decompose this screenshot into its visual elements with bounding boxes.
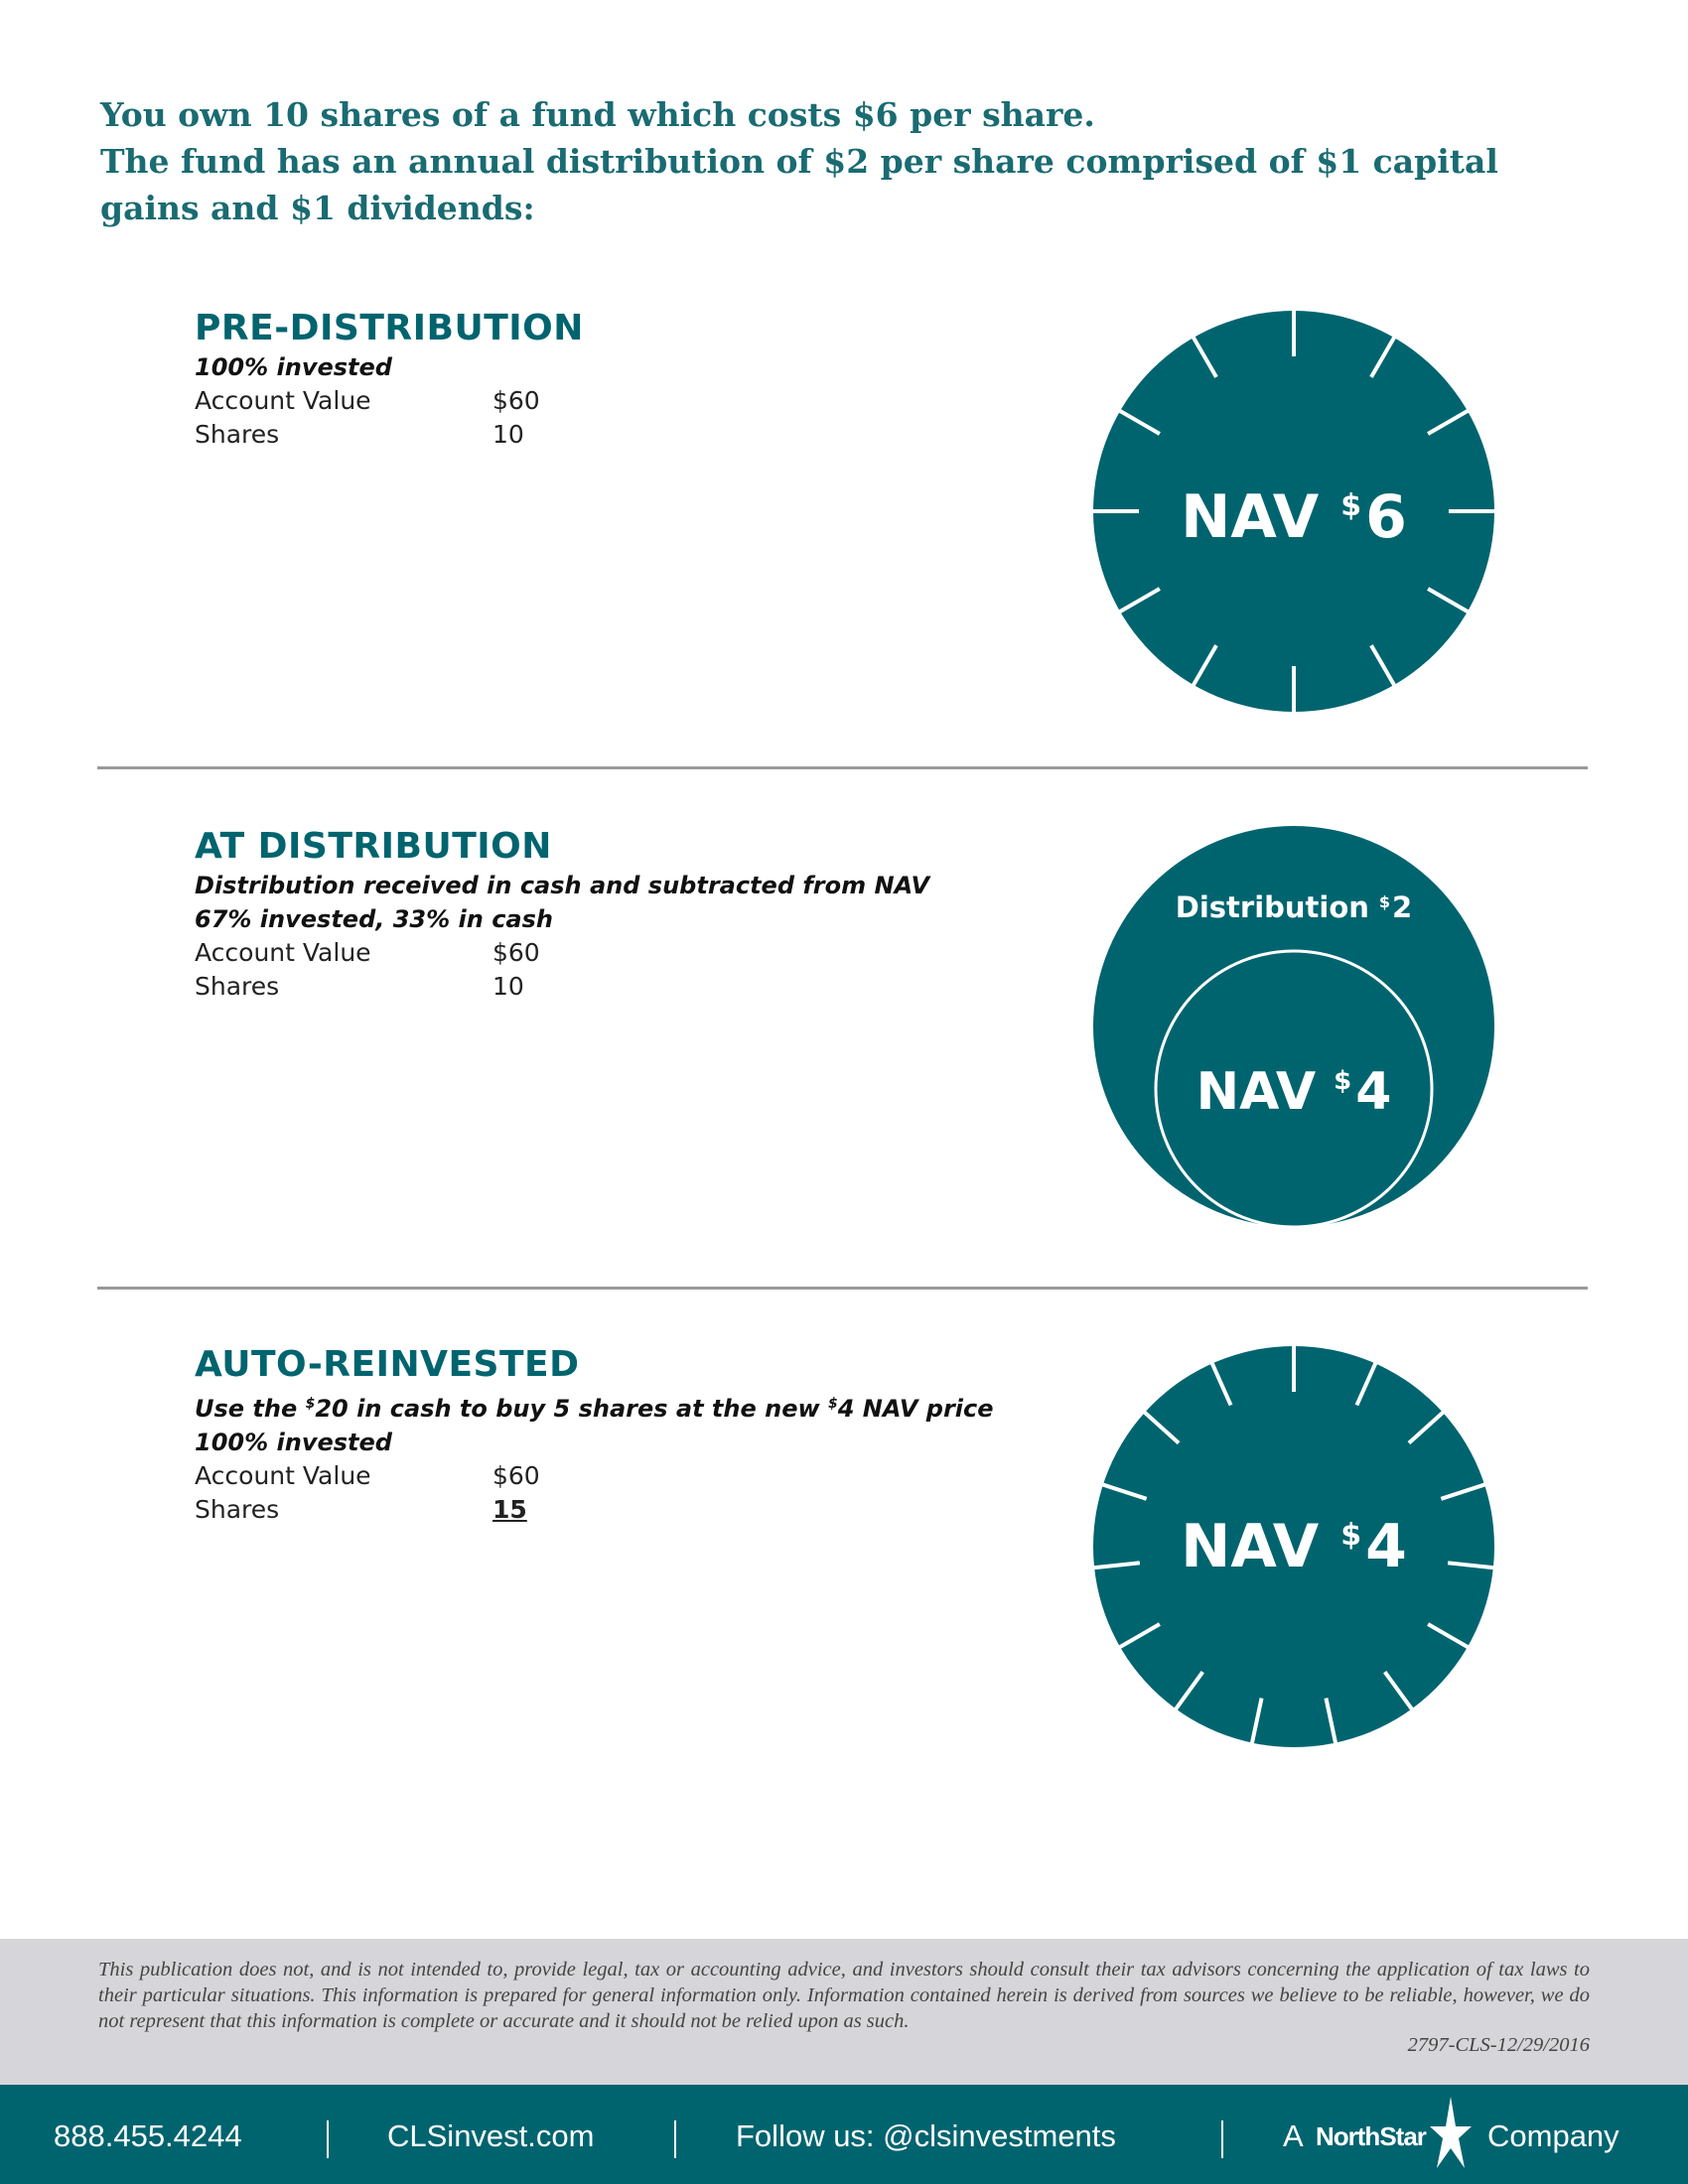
shares-label: Shares: [195, 420, 280, 449]
section-at-distribution: [195, 825, 1088, 1004]
footer-company-prefix: A: [1283, 2118, 1304, 2153]
document-code: 2797-CLS-12/29/2016: [1407, 2034, 1590, 2056]
section-pre-distribution: [195, 307, 1088, 452]
svg-text:NAV$4: [1181, 1512, 1407, 1581]
account-value: $60: [492, 1461, 540, 1490]
intro-text: [100, 91, 1600, 231]
nav-currency: $: [1340, 1518, 1362, 1553]
section-divider: [97, 766, 1588, 769]
footer-separator: [327, 2120, 329, 2158]
footer-phone[interactable]: 888.455.4244: [54, 2118, 242, 2153]
nav-label: NAV: [1181, 1512, 1320, 1581]
account-value: $60: [492, 386, 540, 415]
footer-separator: [1221, 2120, 1223, 2158]
nav-value: 4: [1355, 1062, 1392, 1122]
svg-text:NAV$6: [1181, 482, 1407, 552]
section-title: AUTO-REINVESTED: [195, 1344, 580, 1385]
footer-company-suffix: Company: [1487, 2118, 1619, 2153]
shares-value: 10: [492, 420, 524, 449]
section-subtitle: Distribution received in cash and subtracted from NAV: [195, 872, 930, 899]
intro-line-1: You own 10 shares of a fund which costs $6 per share.: [100, 95, 1095, 134]
shares-value: 10: [492, 972, 524, 1001]
star-icon: [1430, 2097, 1472, 2168]
footer-website[interactable]: CLSinvest.com: [387, 2118, 595, 2153]
section-title: PRE-DISTRIBUTION: [195, 308, 584, 348]
section-subtitle: 100% invested: [195, 353, 392, 381]
section-subtitle: Use the $20 in cash to buy 5 shares at the new $4 NAV price: [195, 1395, 994, 1423]
nav-currency: $: [1340, 488, 1362, 523]
nav-label: NAV: [1181, 482, 1320, 552]
distribution-diagram: [1091, 824, 1496, 1229]
distribution-label: Distribution: [1175, 890, 1369, 924]
footer-social[interactable]: Follow us: @clsinvestments: [736, 2118, 1116, 2153]
distribution-currency: $: [1378, 892, 1391, 911]
disclaimer-text: This publication does not, and is not intended to, provide legal, tax or accounting advice, and investors should consult their tax advisors concerning the application of tax laws to their particular situations. This information is prepared for general information only. Information contained herein is derived from sources we believe to be reliable, however, we do not represent that this information is complete or accurate and it should not be relied upon as such.: [98, 1959, 1590, 2032]
account-value: $60: [492, 938, 540, 967]
section-auto-reinvested: [195, 1343, 1088, 1527]
nav-value: 4: [1365, 1512, 1407, 1581]
nav-dial-6: [1091, 309, 1496, 714]
shares-label: Shares: [195, 972, 280, 1001]
account-value-label: Account Value: [195, 1461, 371, 1490]
svg-text:NAV$4: [1196, 1062, 1392, 1122]
nav-label: NAV: [1196, 1062, 1317, 1122]
intro-line-2: The fund has an annual distribution of $2 per share comprised of $1 capital gains and $1 dividends:: [100, 142, 1498, 227]
distribution-value: 2: [1392, 890, 1413, 924]
section-subtitle: 100% invested: [195, 1429, 392, 1456]
section-title: AT DISTRIBUTION: [195, 826, 552, 867]
shares-value: 15: [492, 1495, 527, 1524]
account-value-label: Account Value: [195, 938, 371, 967]
northstar-logo: NorthStar: [1316, 2121, 1426, 2151]
nav-dial-4: [1091, 1344, 1496, 1749]
nav-value: 6: [1365, 482, 1407, 552]
nav-currency: $: [1334, 1066, 1352, 1096]
account-value-label: Account Value: [195, 386, 371, 415]
section-divider: [97, 1287, 1588, 1290]
section-subtitle: 67% invested, 33% in cash: [195, 905, 553, 933]
shares-label: Shares: [195, 1495, 280, 1524]
footer-separator: [674, 2120, 676, 2158]
disclaimer: [0, 1939, 1688, 2085]
footer: [0, 2085, 1688, 2184]
